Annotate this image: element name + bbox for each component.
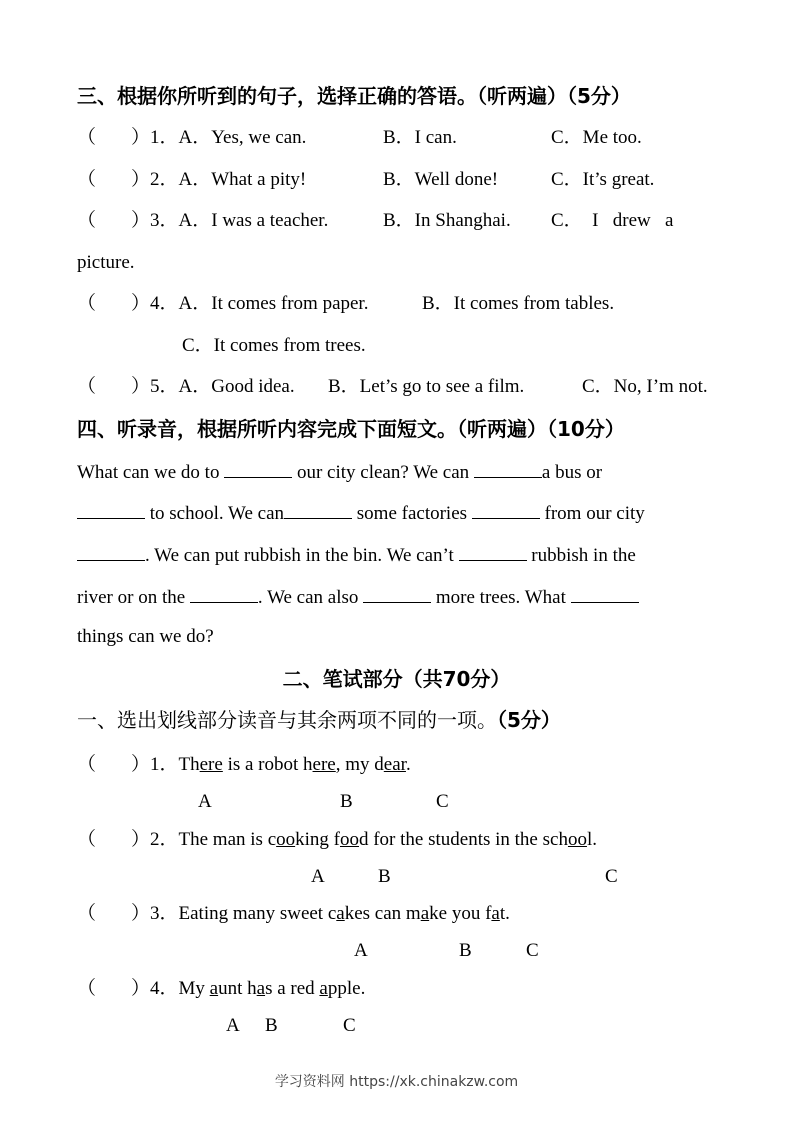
passage-line-1	[77, 459, 602, 483]
sentence-text: , my d	[335, 754, 384, 775]
question-number: ）5．	[131, 376, 179, 397]
passage-line-2	[77, 500, 645, 524]
answer-paren[interactable]: （	[77, 210, 97, 231]
question-number: ）1．	[131, 127, 179, 148]
option-b: B．It comes from tables.	[422, 293, 615, 314]
fill-blank[interactable]	[571, 584, 639, 603]
question-number: ）2．	[131, 169, 179, 190]
sentence-text: The man is c	[178, 829, 277, 850]
passage-text: river or on the	[77, 587, 190, 608]
option-a: A．It comes from paper.	[178, 293, 369, 314]
option-a: A．Good idea.	[178, 376, 295, 397]
option-a: A．What a pity!	[178, 169, 307, 190]
fill-blank[interactable]	[190, 584, 258, 603]
part1-heading-text: 一、选出划线部分读音与其余两项不同的一项。	[77, 708, 497, 732]
passage-text: to school. We can	[145, 503, 285, 524]
answer-paren[interactable]: （	[77, 169, 97, 190]
option-b: B．Well done!	[383, 169, 499, 190]
option-c: C． I drew a	[551, 210, 674, 231]
option-c-continued: picture.	[77, 252, 135, 273]
underlined-part: ere	[199, 754, 223, 775]
passage-line-5: things can we do?	[77, 626, 214, 647]
option-c: C．Me too.	[551, 127, 642, 148]
underlined-part: ere	[312, 754, 336, 775]
underlined-part: a	[336, 903, 345, 924]
underlined-part: ear	[383, 754, 406, 775]
passage-text: more trees. What	[431, 587, 571, 608]
sentence-text: is a robot h	[222, 754, 313, 775]
option-b: B．Let’s go to see a film.	[328, 376, 525, 397]
fill-blank[interactable]	[284, 500, 352, 519]
label-a: A	[226, 1015, 240, 1036]
passage-text: . We can also	[257, 587, 364, 608]
label-b: B	[459, 940, 472, 961]
s3-question-5	[77, 375, 295, 399]
passage-text: rubbish in the	[526, 545, 636, 566]
sentence-text: My	[178, 978, 210, 999]
fill-blank[interactable]	[77, 500, 145, 519]
written-part-heading: 二、笔试部分（共70分）	[282, 667, 511, 691]
s3-question-4	[77, 292, 368, 316]
s3-question-2	[77, 168, 306, 192]
footer-watermark: 学习资料网 https://xk.chinakzw.com	[274, 1074, 519, 1090]
passage-text: from our city	[539, 503, 645, 524]
underlined-part: a	[209, 978, 219, 999]
underlined-part: oo	[339, 829, 359, 850]
question-number: ）1．	[131, 754, 179, 775]
sentence-text: l.	[586, 829, 597, 850]
fill-blank[interactable]	[363, 584, 431, 603]
sentence-text: .	[405, 754, 411, 775]
section4-heading: 四、听录音，根据所听内容完成下面短文。（听两遍）（10分）	[77, 417, 625, 441]
sentence-text: ke you f	[429, 903, 492, 924]
underlined-part: a	[491, 903, 500, 924]
question-number: ）4．	[131, 978, 179, 999]
section3-heading: 三、根据你所听到的句子，选择正确的答语。（听两遍）（5分）	[77, 84, 631, 108]
question-number: ）3．	[131, 210, 179, 231]
option-c: C．No, I’m not.	[582, 376, 708, 397]
underlined-part: a	[256, 978, 266, 999]
option-a: A．I was a teacher.	[178, 210, 329, 231]
underlined-part: a	[420, 903, 430, 924]
label-b: B	[265, 1015, 278, 1036]
underlined-part: oo	[276, 829, 296, 850]
option-b: B．In Shanghai.	[383, 210, 511, 231]
label-a: A	[198, 791, 212, 812]
sentence-text: d for the students in the sch	[358, 829, 568, 850]
sentence-text: king f	[295, 829, 340, 850]
part1-heading	[77, 708, 561, 732]
option-c: C．It comes from trees.	[182, 335, 366, 356]
sentence-text: Eating many sweet c	[178, 903, 337, 924]
phonics-question-3	[77, 902, 510, 926]
label-c: C	[526, 940, 539, 961]
passage-text: . We can put rubbish in the bin. We can’t	[145, 545, 459, 566]
answer-paren[interactable]: （	[77, 903, 97, 924]
label-b: B	[340, 791, 353, 812]
label-a: A	[311, 866, 325, 887]
question-number: ）4．	[131, 293, 179, 314]
passage-line-4	[77, 584, 639, 608]
label-c: C	[343, 1015, 356, 1036]
answer-paren[interactable]: （	[77, 376, 97, 397]
phonics-question-1	[77, 753, 411, 777]
passage-text: a bus or	[541, 462, 603, 483]
phonics-question-4	[77, 977, 365, 1001]
fill-blank[interactable]	[459, 542, 527, 561]
fill-blank[interactable]	[472, 500, 540, 519]
answer-paren[interactable]: （	[77, 829, 97, 850]
underlined-part: a	[319, 978, 328, 999]
answer-paren[interactable]: （	[77, 754, 97, 775]
option-c: C．It’s great.	[551, 169, 655, 190]
phonics-question-2	[77, 828, 597, 852]
label-c: C	[605, 866, 618, 887]
sentence-text: unt h	[218, 978, 257, 999]
sentence-text: Th	[178, 754, 200, 775]
option-a: A．Yes, we can.	[178, 127, 307, 148]
fill-blank[interactable]	[77, 542, 145, 561]
passage-line-3	[77, 542, 636, 566]
question-number: ）2．	[131, 829, 179, 850]
sentence-text: pple.	[327, 978, 366, 999]
question-number: ）3．	[131, 903, 179, 924]
label-b: B	[378, 866, 391, 887]
sentence-text: kes can m	[344, 903, 421, 924]
underlined-part: oo	[567, 829, 587, 850]
sentence-text: s a red	[265, 978, 320, 999]
passage-text: our city clean? We can	[292, 462, 474, 483]
s3-question-1	[77, 126, 306, 150]
part1-heading-score: （5分）	[497, 708, 561, 732]
answer-paren[interactable]: （	[77, 127, 97, 148]
fill-blank[interactable]	[224, 459, 292, 478]
sentence-text: t.	[499, 903, 510, 924]
fill-blank[interactable]	[474, 459, 542, 478]
s3-question-3	[77, 209, 328, 233]
label-a: A	[354, 940, 368, 961]
passage-text: What can we do to	[77, 462, 225, 483]
answer-paren[interactable]: （	[77, 293, 97, 314]
option-b: B．I can.	[383, 127, 457, 148]
answer-paren[interactable]: （	[77, 978, 97, 999]
passage-text: some factories	[352, 503, 472, 524]
label-c: C	[436, 791, 449, 812]
